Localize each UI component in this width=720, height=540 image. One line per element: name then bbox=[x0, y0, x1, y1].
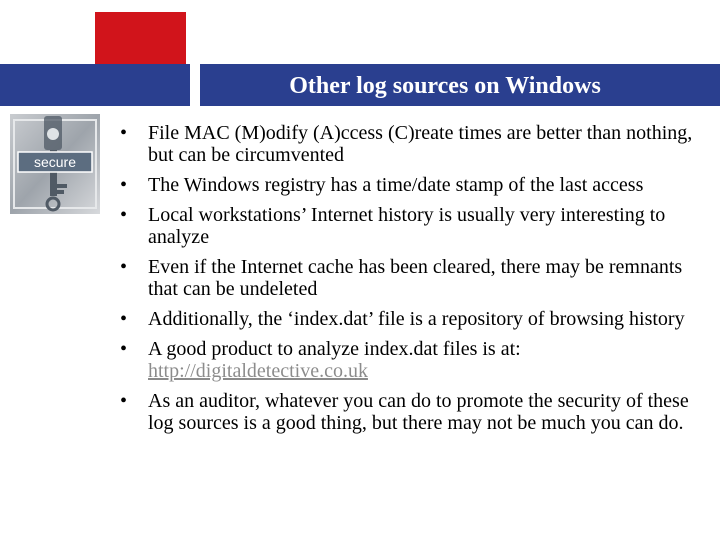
bullet-text: A good product to analyze index.dat files is at: bbox=[148, 338, 521, 360]
bullet-text: Even if the Internet cache has been cleared, there may be remnants that can be undeleted bbox=[148, 256, 683, 300]
bullet-marker: • bbox=[120, 338, 128, 360]
bullet-item bbox=[120, 204, 706, 248]
secure-label: secure bbox=[33, 154, 77, 170]
bullet-marker: • bbox=[120, 204, 128, 226]
bullet-text: The Windows registry has a time/date stamp of the last access bbox=[148, 174, 644, 196]
bullet-text: As an auditor, whatever you can do to promote the security of these log sources is a good thing, but there may not be much you can do. bbox=[148, 390, 689, 434]
bullet-item bbox=[120, 122, 706, 166]
bullet-marker: • bbox=[120, 174, 128, 196]
bullet-list bbox=[120, 122, 706, 442]
bullet-marker: • bbox=[120, 122, 128, 144]
header-bar-left bbox=[0, 64, 190, 106]
bullet-item bbox=[120, 308, 706, 330]
bullet-marker: • bbox=[120, 308, 128, 330]
digitaldetective-link[interactable]: http://digitaldetective.co.uk bbox=[148, 360, 368, 382]
slide-title: Other log sources on Windows bbox=[289, 73, 601, 99]
secure-key-image bbox=[10, 114, 100, 214]
bullet-item bbox=[120, 174, 706, 196]
bullet-text: Additionally, the ‘index.dat’ file is a repository of browsing history bbox=[148, 308, 685, 330]
bullet-text: Local workstations’ Internet history is usually very interesting to analyze bbox=[148, 204, 666, 248]
bullet-marker: • bbox=[120, 256, 128, 278]
secure-key-photo bbox=[10, 114, 100, 214]
bullet-item bbox=[120, 256, 706, 300]
bullet-item bbox=[120, 390, 706, 434]
bullet-marker: • bbox=[120, 390, 128, 412]
bullet-item bbox=[120, 338, 706, 382]
bullet-text: File MAC (M)odify (A)ccess (C)reate times are better than nothing, but can be circumvented bbox=[148, 122, 693, 166]
